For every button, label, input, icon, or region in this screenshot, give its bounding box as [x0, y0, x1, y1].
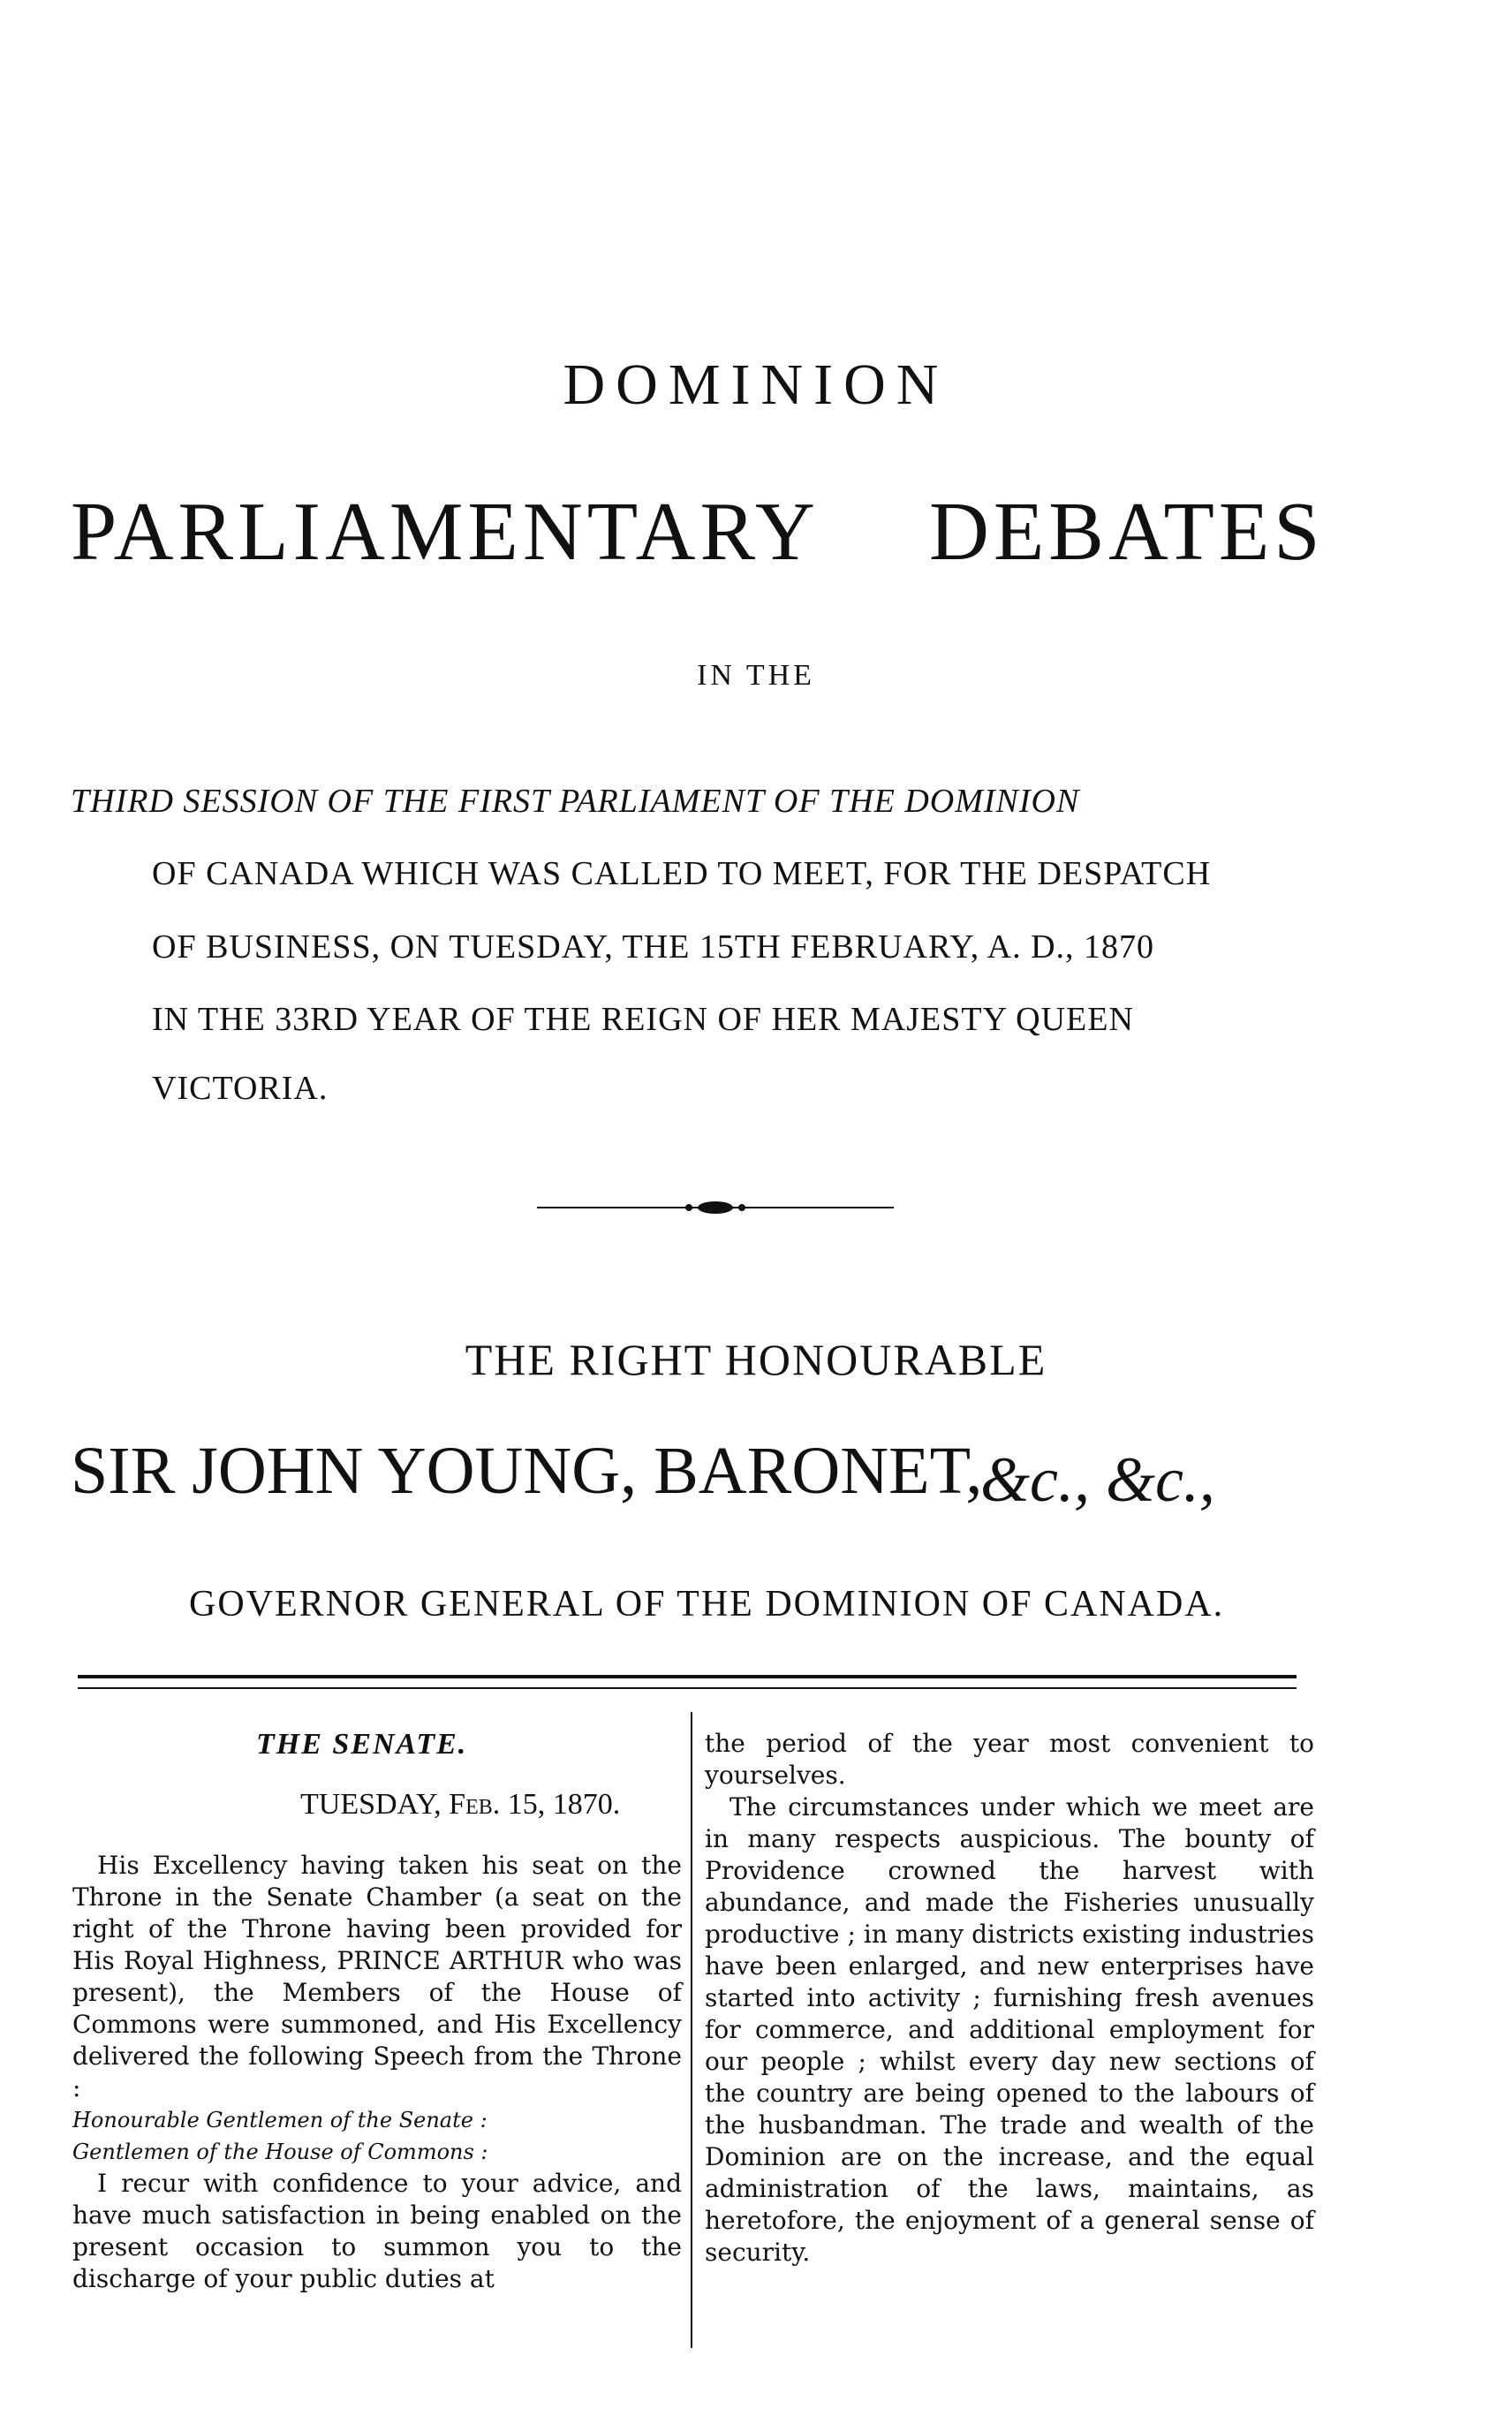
governor-title: THE RIGHT HONOURABLE — [465, 1335, 1047, 1384]
ornament-divider — [537, 1197, 894, 1218]
senate-date: TUESDAY, Feb. 15, 1870. — [300, 1788, 621, 1821]
governor-name: SIR JOHN YOUNG, BARONET, — [71, 1434, 983, 1508]
left-paragraph-2: I recur with confidence to your advice, and have much satisfaction in being enabled on the present occasion to summon you to the discharge of your public duties at — [72, 2169, 682, 2293]
title-debates: DEBATES — [929, 486, 1325, 578]
double-rule-thin — [78, 1687, 1297, 1689]
column-separator — [691, 1712, 692, 2348]
governor-etc: &c., &c., — [980, 1444, 1215, 1515]
title-in-the: IN THE — [697, 659, 815, 692]
title-parliamentary: PARLIAMENTARY — [71, 486, 820, 578]
title-dominion: DOMINION — [563, 352, 949, 417]
session-line-2: OF CANADA WHICH WAS CALLED TO MEET, FOR THE DESPATCH — [152, 855, 1212, 892]
address-senate: Honourable Gentlemen of the Senate : — [72, 2108, 488, 2132]
address-commons: Gentlemen of the House of Commons : — [72, 2140, 488, 2164]
right-column-body — [705, 1728, 1314, 2269]
double-rule — [78, 1675, 1297, 1678]
session-line-1: THIRD SESSION OF THE FIRST PARLIAMENT OF THE DOMINION — [71, 783, 1080, 820]
left-column-body — [72, 1850, 682, 2295]
session-line-4: IN THE 33RD YEAR OF THE REIGN OF HER MAJESTY QUEEN — [152, 1001, 1134, 1038]
right-paragraph-2: The circumstances under which we meet are in many respects auspicious. The bounty of Providence crowned the harvest with abundance, and made the Fisheries unusually productive ; in many districts existing industries have been enlarged, and new enterprises have started into activity ; furnishing fresh avenues for commerce, and additional employment for our people ; whilst every day new sections of the country are being opened to the labours of the husbandman. The trade and wealth of the Dominion are on the increase, and the equal administration of the laws, maintains, as heretofore, the enjoyment of a general sense of security. — [705, 1792, 1314, 2267]
session-line-5: VICTORIA. — [152, 1070, 329, 1107]
right-paragraph-1: the period of the year most convenient to yourselves. — [705, 1729, 1314, 1790]
governor-office: GOVERNOR GENERAL OF THE DOMINION OF CANADA. — [189, 1584, 1225, 1625]
session-line-3: OF BUSINESS, ON TUESDAY, THE 15TH FEBRUARY, A. D., 1870 — [152, 928, 1155, 966]
senate-heading: THE SENATE. — [256, 1728, 468, 1761]
left-paragraph-1: His Excellency having taken his seat on the Throne in the Senate Chamber (a seat on the right of the Throne having been provided for His Royal Highness, PRINCE ARTHUR who was present), the Members of the House of Commons were summoned, and His Excellency delivered the following Speech from the Throne : — [72, 1851, 682, 2102]
